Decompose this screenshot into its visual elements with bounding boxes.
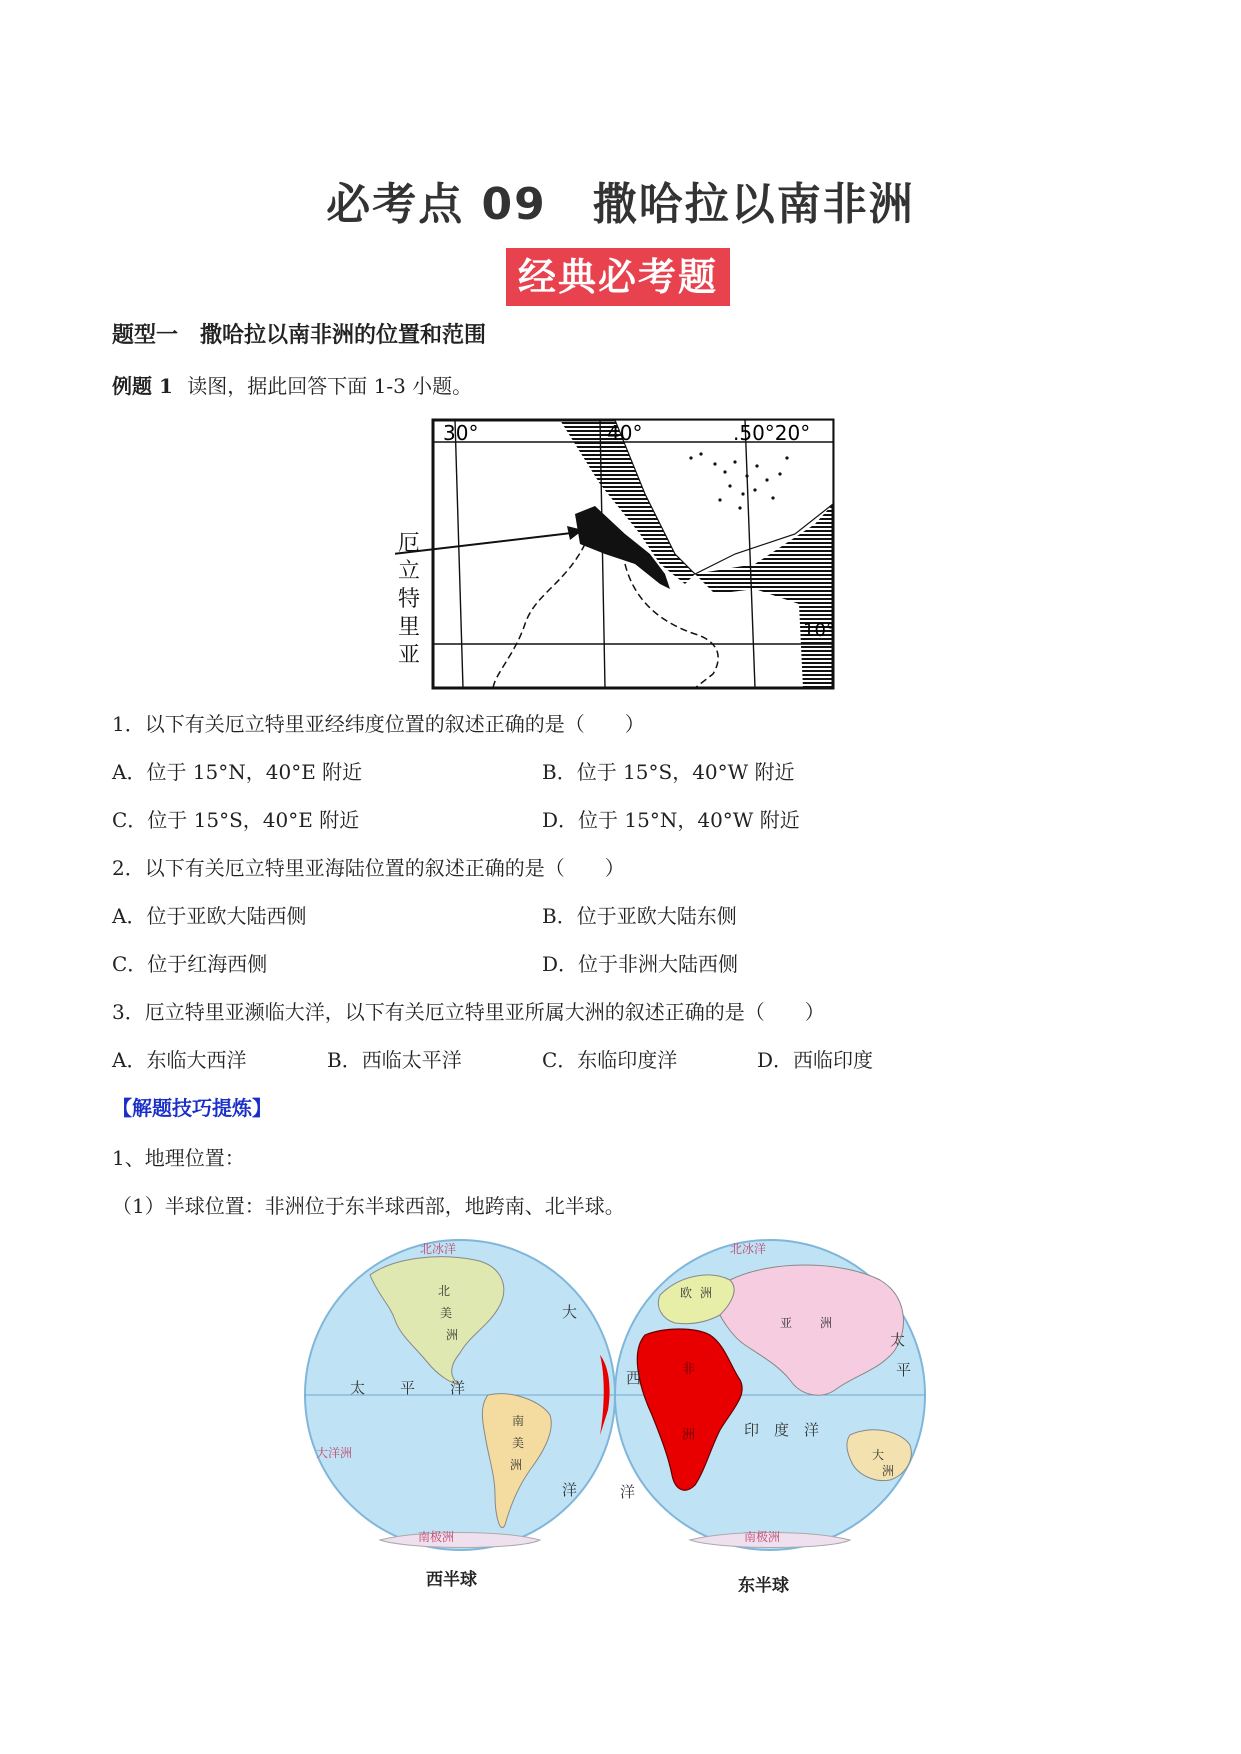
svg-text:大: 大 — [562, 1303, 578, 1321]
svg-text:平: 平 — [400, 1379, 416, 1397]
q1-option-b[interactable]: B．位于 15°S，40°W 附近 — [542, 760, 795, 784]
lon-label-40: 40° — [607, 421, 643, 445]
svg-text:洲: 洲 — [682, 1428, 696, 1443]
svg-text:南极洲: 南极洲 — [744, 1530, 781, 1544]
q3-option-a[interactable]: A．东临大西洋 — [112, 1048, 247, 1072]
example-text: 读图，据此回答下面 1-3 小题。 — [187, 374, 473, 398]
svg-text:洲: 洲 — [882, 1464, 895, 1478]
svg-text:洋: 洋 — [450, 1379, 466, 1397]
point-1: 1、地理位置： — [112, 1146, 245, 1170]
svg-text:洲: 洲 — [446, 1328, 459, 1342]
svg-text:非: 非 — [682, 1362, 696, 1377]
q2-option-d[interactable]: D．位于非洲大陆西侧 — [542, 952, 739, 976]
svg-text:欧: 欧 — [680, 1286, 693, 1300]
q1-option-d[interactable]: D．位于 15°N，40°W 附近 — [542, 808, 800, 832]
hemispheres-map — [300, 1235, 940, 1595]
svg-text:北冰洋: 北冰洋 — [420, 1242, 457, 1256]
eastern-hemisphere — [615, 1240, 925, 1550]
q3-option-c[interactable]: C．东临印度洋 — [542, 1048, 678, 1072]
tips-heading: 【解题技巧提炼】 — [112, 1096, 272, 1120]
q3-option-b[interactable]: B．西临太平洋 — [327, 1048, 462, 1072]
svg-text:平: 平 — [896, 1361, 912, 1379]
svg-text:太: 太 — [890, 1331, 906, 1349]
svg-text:度: 度 — [774, 1421, 790, 1439]
svg-text:印: 印 — [744, 1421, 760, 1439]
svg-text:大洋洲: 大洋洲 — [316, 1446, 353, 1460]
lon-label-50-20: .50°20° — [733, 421, 811, 445]
east-hemisphere-caption: 东半球 — [738, 1576, 789, 1595]
svg-text:洲: 洲 — [820, 1316, 833, 1330]
svg-text:太: 太 — [350, 1379, 366, 1397]
svg-text:洲: 洲 — [700, 1286, 713, 1300]
q2-option-c[interactable]: C．位于红海西侧 — [112, 952, 268, 976]
eritrea-map — [395, 414, 845, 694]
svg-text:美: 美 — [512, 1436, 525, 1450]
question-3-stem: 3．厄立特里亚濒临大洋，以下有关厄立特里亚所属大洲的叙述正确的是（ ） — [112, 1000, 825, 1024]
svg-text:大: 大 — [872, 1448, 885, 1462]
point-1-sub: （1）半球位置：非洲位于东半球西部，地跨南、北半球。 — [112, 1194, 625, 1218]
q3-option-d[interactable]: D．西临印度 — [757, 1048, 874, 1072]
svg-text:洋: 洋 — [804, 1421, 820, 1439]
svg-text:美: 美 — [440, 1306, 453, 1320]
lat-label-10: 10° — [803, 620, 835, 641]
svg-text:南: 南 — [512, 1414, 525, 1428]
svg-text:洲: 洲 — [510, 1458, 523, 1472]
svg-text:南极洲: 南极洲 — [418, 1530, 455, 1544]
svg-text:洋: 洋 — [562, 1481, 578, 1499]
question-1-stem: 1．以下有关厄立特里亚经纬度位置的叙述正确的是（ ） — [112, 712, 645, 736]
svg-text:亚: 亚 — [780, 1316, 793, 1330]
west-hemisphere-caption: 西半球 — [426, 1570, 477, 1590]
eritrea-vertical-label: 厄 立 特 里 亚 — [397, 531, 420, 668]
q2-option-b[interactable]: B．位于亚欧大陆东侧 — [542, 904, 737, 928]
svg-text:北: 北 — [438, 1284, 451, 1298]
svg-text:北冰洋: 北冰洋 — [730, 1242, 767, 1256]
svg-text:洋: 洋 — [620, 1483, 636, 1501]
example-line — [112, 370, 472, 399]
page-title: 必考点 09 撒哈拉以南非洲 — [326, 179, 915, 230]
section-heading: 题型一 撒哈拉以南非洲的位置和范围 — [112, 323, 487, 348]
section-badge: 经典必考题 — [506, 248, 730, 306]
q1-option-c[interactable]: C．位于 15°S，40°E 附近 — [112, 808, 360, 832]
svg-text:西: 西 — [626, 1369, 642, 1387]
example-label: 例题 1 — [112, 374, 173, 398]
q2-option-a[interactable]: A．位于亚欧大陆西侧 — [112, 904, 307, 928]
q1-option-a[interactable]: A．位于 15°N，40°E 附近 — [112, 760, 363, 784]
question-2-stem: 2．以下有关厄立特里亚海陆位置的叙述正确的是（ ） — [112, 856, 625, 880]
lon-label-30: 30° — [443, 421, 479, 445]
